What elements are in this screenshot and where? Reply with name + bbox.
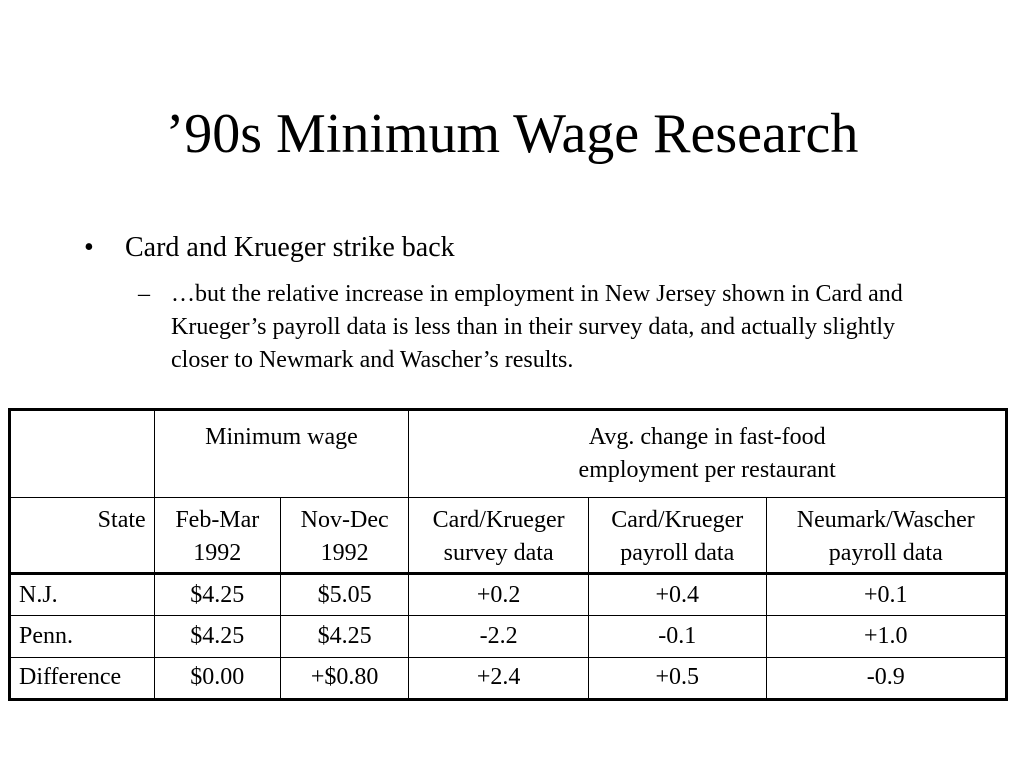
subbullet-marker: – bbox=[138, 281, 150, 307]
table-row-penn bbox=[10, 616, 1007, 657]
bullet-marker: • bbox=[84, 232, 94, 263]
state-cell: Difference bbox=[10, 657, 155, 699]
feb-mar-cell: $4.25 bbox=[154, 616, 280, 657]
ck-payroll-header-line2: payroll data bbox=[620, 539, 735, 566]
nw-payroll-header bbox=[766, 497, 1006, 574]
column-header-row bbox=[10, 497, 1007, 574]
slide-title: ’90s Minimum Wage Research bbox=[165, 103, 859, 165]
ck-survey-cell: -2.2 bbox=[409, 616, 589, 657]
ck-survey-header-line2: survey data bbox=[443, 539, 554, 566]
subbullet-text: …but the relative increase in employment in New Jersey shown in Card and Krueger’s payroll data is less than in their survey data, and actually slightly closer to Newmark and Wascher’s results. bbox=[171, 281, 903, 373]
ck-survey-header-line1: Card/Krueger bbox=[432, 506, 565, 533]
nov-dec-cell: $5.05 bbox=[280, 574, 408, 616]
ck-payroll-header-line1: Card/Krueger bbox=[611, 506, 744, 533]
bullet-list bbox=[84, 230, 964, 377]
bullet-item bbox=[84, 230, 964, 266]
feb-mar-cell: $4.25 bbox=[154, 574, 280, 616]
wage-employment-table bbox=[8, 408, 1008, 701]
ck-payroll-header bbox=[588, 497, 766, 574]
nw-payroll-cell: +0.1 bbox=[766, 574, 1006, 616]
ck-payroll-cell: -0.1 bbox=[588, 616, 766, 657]
state-header: State bbox=[10, 497, 155, 574]
ck-survey-cell: +0.2 bbox=[409, 574, 589, 616]
nw-payroll-cell: -0.9 bbox=[766, 657, 1006, 699]
feb-mar-header bbox=[154, 497, 280, 574]
table-row-nj bbox=[10, 574, 1007, 616]
nw-payroll-cell: +1.0 bbox=[766, 616, 1006, 657]
feb-mar-header-line1: Feb-Mar bbox=[175, 506, 260, 533]
nw-payroll-header-line1: Neumark/Wascher bbox=[796, 506, 975, 533]
nw-payroll-header-line2: payroll data bbox=[828, 539, 943, 566]
feb-mar-header-line2: 1992 bbox=[193, 539, 242, 566]
min-wage-header: Minimum wage bbox=[154, 410, 409, 498]
subbullet-item bbox=[138, 278, 911, 377]
empty-header-cell bbox=[10, 410, 155, 498]
avg-change-header bbox=[409, 410, 1007, 498]
nov-dec-header-line2: 1992 bbox=[320, 539, 369, 566]
avg-change-header-line1: Avg. change in fast-food bbox=[588, 424, 826, 450]
ck-payroll-cell: +0.5 bbox=[588, 657, 766, 699]
state-cell: Penn. bbox=[10, 616, 155, 657]
ck-survey-header bbox=[409, 497, 589, 574]
table-row-difference bbox=[10, 657, 1007, 699]
nov-dec-header bbox=[280, 497, 408, 574]
group-header-row bbox=[10, 410, 1007, 498]
state-cell: N.J. bbox=[10, 574, 155, 616]
ck-survey-cell: +2.4 bbox=[409, 657, 589, 699]
avg-change-header-line2: employment per restaurant bbox=[578, 457, 836, 483]
nov-dec-cell: $4.25 bbox=[280, 616, 408, 657]
feb-mar-cell: $0.00 bbox=[154, 657, 280, 699]
nov-dec-cell: +$0.80 bbox=[280, 657, 408, 699]
nov-dec-header-line1: Nov-Dec bbox=[300, 506, 389, 533]
ck-payroll-cell: +0.4 bbox=[588, 574, 766, 616]
bullet-text: Card and Krueger strike back bbox=[125, 232, 455, 263]
